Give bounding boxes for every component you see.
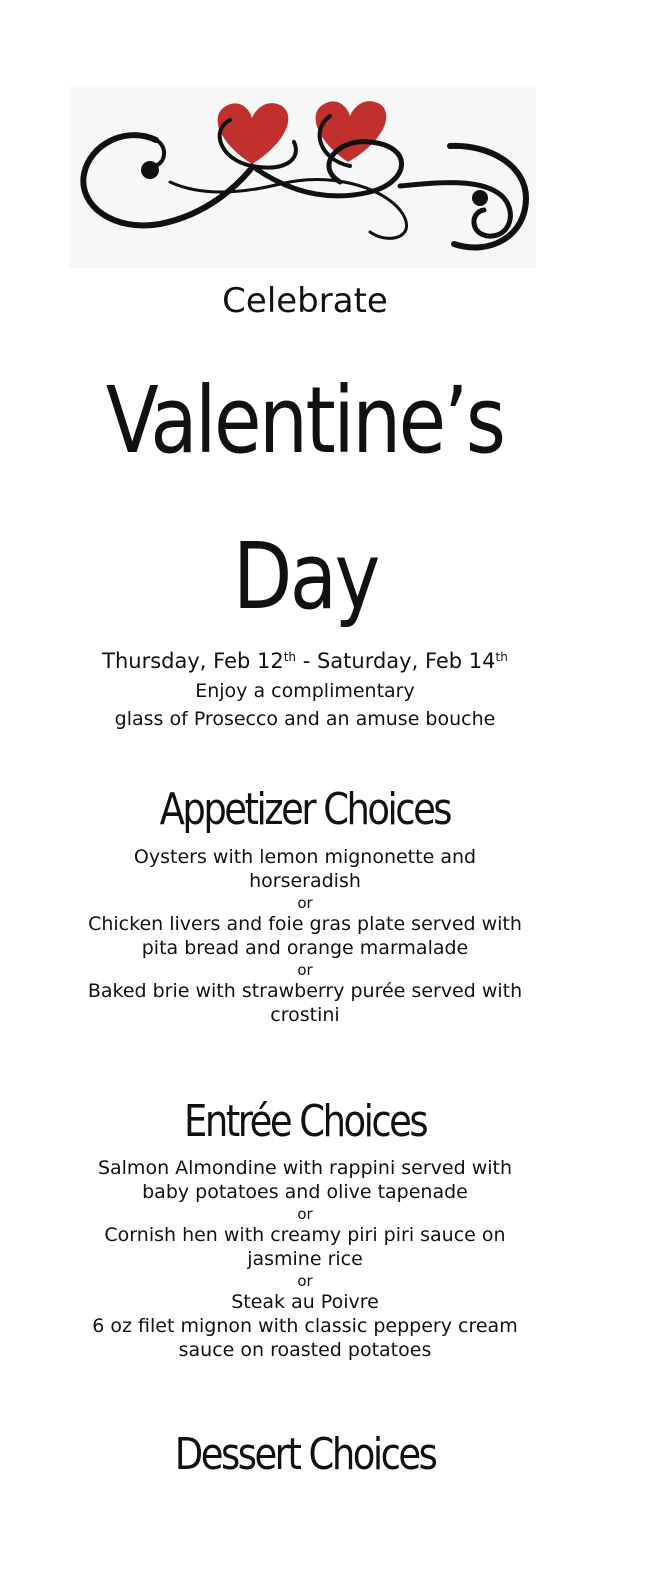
appetizer-list [0,845,610,1027]
item-line: sauce on roasted potatoes [178,1339,432,1362]
appetizer-heading-text: Appetizer Choices [159,784,451,835]
intro-text [0,677,610,733]
intro-line-1: Enjoy a complimentary [195,680,415,702]
title-text-valentines: Valentine’s [106,367,504,474]
item-line: Chicken livers and foie gras plate served with [88,912,522,935]
date-start: Thursday, Feb 12 [102,649,284,673]
date-end: Saturday, Feb 14 [316,649,496,673]
item-line: Baked brie with strawberry purée served with [87,979,523,1002]
dessert-heading [0,1425,610,1485]
date-separator: - [296,649,317,673]
event-dates [0,641,610,677]
item-line: pita bread and orange marmalade [141,937,469,960]
item-line: Oysters with lemon mignonette and [133,846,477,868]
entree-list [0,1156,610,1363]
title-text-day: Day [232,523,378,630]
title-line-2 [0,512,610,642]
intro-line-2: glass of Prosecco and an amuse bouche [114,708,496,730]
list-item [0,845,610,894]
item-line: Salmon Almondine with rappini served with [97,1157,513,1179]
item-line: crostini [270,1004,340,1027]
item-line: Steak au Poivre [231,1290,379,1313]
celebrate-label: Celebrate [222,281,388,321]
item-line: baby potatoes and olive tapenade [142,1181,468,1204]
date-end-suffix: th [495,650,508,664]
swirl-dot-right [472,190,488,206]
date-start-suffix: th [283,650,297,664]
or-separator: or [297,960,313,979]
appetizer-heading [0,780,610,840]
list-item [0,1156,610,1205]
or-separator: or [297,1204,313,1223]
item-line: horseradish [249,870,361,893]
list-item [0,979,610,1028]
title-line-1 [0,356,610,486]
hearts-swirl-icon [70,86,536,268]
or-separator: or [297,1271,313,1290]
entree-heading-text: Entrée Choices [183,1096,427,1147]
item-line: 6 oz filet mignon with classic peppery cream [92,1315,518,1338]
or-separator: or [297,893,313,912]
list-item [0,1223,610,1272]
list-item [0,1290,610,1363]
swirl-dot-left [141,161,159,179]
list-item [0,912,610,961]
item-line: jasmine rice [247,1248,363,1271]
hearts-swirl-logo [70,86,536,268]
item-line: Cornish hen with creamy piri piri sauce on [104,1223,506,1246]
entree-heading [0,1092,610,1152]
dessert-heading-text: Dessert Choices [174,1429,436,1480]
